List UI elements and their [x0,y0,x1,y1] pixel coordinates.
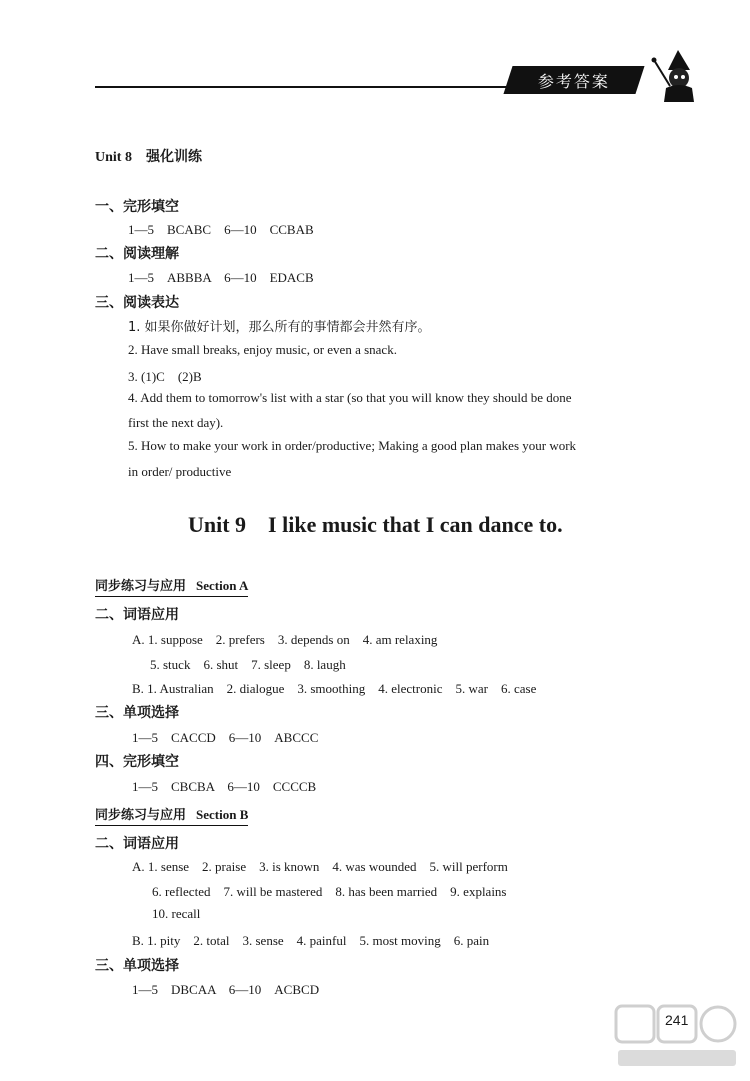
section-b-vocab-line-4: B. 1. pity 2. total 3. sense 4. painful 5. most moving 6. pain [132,933,490,948]
section-a-vocab-line-2: 5. stuck 6. shut 7. sleep 8. laugh [150,657,346,672]
unit8-expression-title: 三、阅读表达 [95,295,179,311]
section-a-choice-answers: 1—5 CACCD 6—10 ABCCC [132,730,319,745]
section-b-heading-en: Section B [196,807,249,822]
section-a-heading [95,575,248,597]
section-a-vocab-title: 二、词语应用 [95,607,179,623]
unit8-expression-line-6: 5. How to make your work in order/productive; Making a good plan makes your work [128,438,577,453]
section-a-heading-cn: 同步练习与应用 [95,579,187,594]
section-a-choice-title: 三、单项选择 [95,705,179,721]
section-a-vocab-line-1: A. 1. suppose 2. prefers 3. depends on 4. am relaxing [132,632,438,647]
section-b-vocab-line-3: 10. recall [152,906,201,921]
section-b-choice-title: 三、单项选择 [95,958,179,974]
unit8-cloze-title: 一、完形填空 [95,199,179,215]
section-a-vocab-line-3: B. 1. Australian 2. dialogue 3. smoothing 4. electronic 5. war 6. case [132,681,537,696]
section-a-cloze-answers: 1—5 CBCBA 6—10 CCCCB [132,779,317,794]
unit8-expression-line-4: 4. Add them to tomorrow's list with a star (so that you will know they should be done [128,390,572,405]
section-b-vocab-title: 二、词语应用 [95,836,179,852]
unit8-expression-line-5: first the next day). [128,415,224,430]
section-b-vocab-line-1: A. 1. sense 2. praise 3. is known 4. was wounded 5. will perform [132,859,508,874]
section-a-heading-en: Section A [196,578,249,593]
unit9-title: Unit 9 I like music that I can dance to. [188,512,563,537]
page-number: 241 [665,1012,689,1028]
unit8-expression-line-7: in order/ productive [128,464,232,479]
unit8-heading-en: Unit 8 [95,150,132,165]
section-b-vocab-line-2: 6. reflected 7. will be mastered 8. has been married 9. explains [152,884,507,899]
unit8-expression-line-3: 3. (1)C (2)B [128,369,202,384]
unit8-reading-answers: 1—5 ABBBA 6—10 EDACB [128,270,314,285]
watermark-logo [612,1000,742,1072]
section-b-heading [95,804,248,826]
wizard-mascot-icon [650,48,700,104]
section-b-choice-answers: 1—5 DBCAA 6—10 ACBCD [132,982,320,997]
unit8-heading-cn: 强化训练 [145,149,202,165]
unit8-cloze-answers: 1—5 BCABC 6—10 CCBAB [128,222,314,237]
section-a-cloze-title: 四、完形填空 [95,754,179,770]
unit8-reading-title: 二、阅读理解 [95,246,179,262]
unit8-heading [95,146,202,166]
section-b-heading-cn: 同步练习与应用 [95,808,187,823]
header-rule [95,86,520,88]
unit8-expression-line-1: 1. 如果你做好计划，那么所有的事情都会井然有序。 [128,320,431,335]
answer-key-banner: 参考答案 [503,66,644,94]
unit8-expression-line-2: 2. Have small breaks, enjoy music, or even a snack. [128,342,397,357]
